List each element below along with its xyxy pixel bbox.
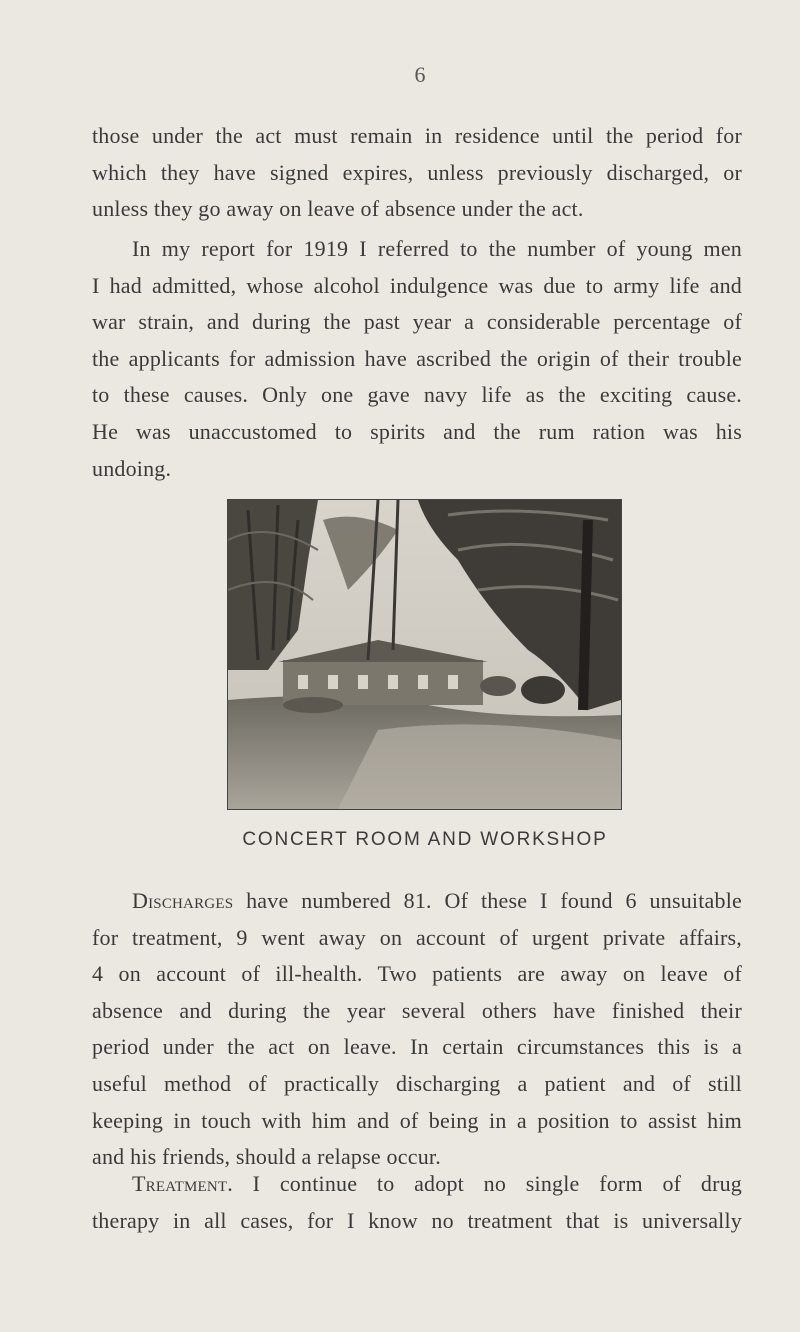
photo-illustration [228, 500, 621, 809]
figure-caption: CONCERT ROOM AND WORKSHOP [242, 829, 608, 850]
paragraph-line: absence and during the year several others have finished their [92, 997, 742, 1023]
paragraph-line: for treatment, 9 went away on account of urgent private affairs, [92, 924, 742, 950]
paragraph-line: to these causes. Only one gave navy life as the exciting cause. [92, 382, 742, 408]
page-number: 6 [414, 62, 426, 87]
paragraph-2 [92, 231, 742, 487]
paragraph-line: keeping in touch with him and of being in a position to assist him [92, 1107, 742, 1133]
paragraph-line: war strain, and during the past year a considerable percentage of [92, 309, 742, 335]
paragraph-line [92, 883, 742, 920]
paragraph-1 [92, 118, 742, 228]
paragraph-line: period under the act on leave. In certain circumstances this is a [92, 1034, 742, 1060]
section-heading-treatment: Treatment. [132, 1171, 233, 1196]
paragraph-line: undoing. [92, 455, 172, 481]
paragraph-line-rest: have numbered 81. Of these I found 6 unsuitable [233, 888, 742, 913]
paragraph-line: unless they go away on leave of absence under the act. [92, 196, 584, 222]
paragraph-line: 4 on account of ill-health. Two patients are away on leave of [92, 961, 742, 987]
paragraph-line: which they have signed expires, unless previously discharged, or [92, 159, 742, 185]
paragraph-line [92, 1166, 742, 1203]
paragraph-line: and his friends, should a relapse occur. [92, 1144, 441, 1170]
paragraph-line: those under the act must remain in residence until the period for [92, 123, 742, 148]
paragraph-line: In my report for 1919 I referred to the number of young men [132, 236, 742, 261]
paragraph-4 [92, 1166, 742, 1239]
paragraph-line: the applicants for admission have ascribed the origin of their trouble [92, 345, 742, 371]
paragraph-line: therapy in all cases, for I know no treatment that is universally [92, 1207, 742, 1233]
paragraph-line: He was unaccustomed to spirits and the rum ration was his [92, 418, 742, 444]
paragraph-line-rest: I continue to adopt no single form of drug [232, 1171, 742, 1196]
section-heading-discharges: Discharges [132, 888, 234, 913]
paragraph-3 [92, 883, 742, 1176]
paragraph-line: useful method of practically discharging a patient and of still [92, 1070, 742, 1096]
paragraph-line: I had admitted, whose alcohol indulgence was due to army life and [92, 272, 742, 298]
concert-room-photo [227, 499, 622, 810]
